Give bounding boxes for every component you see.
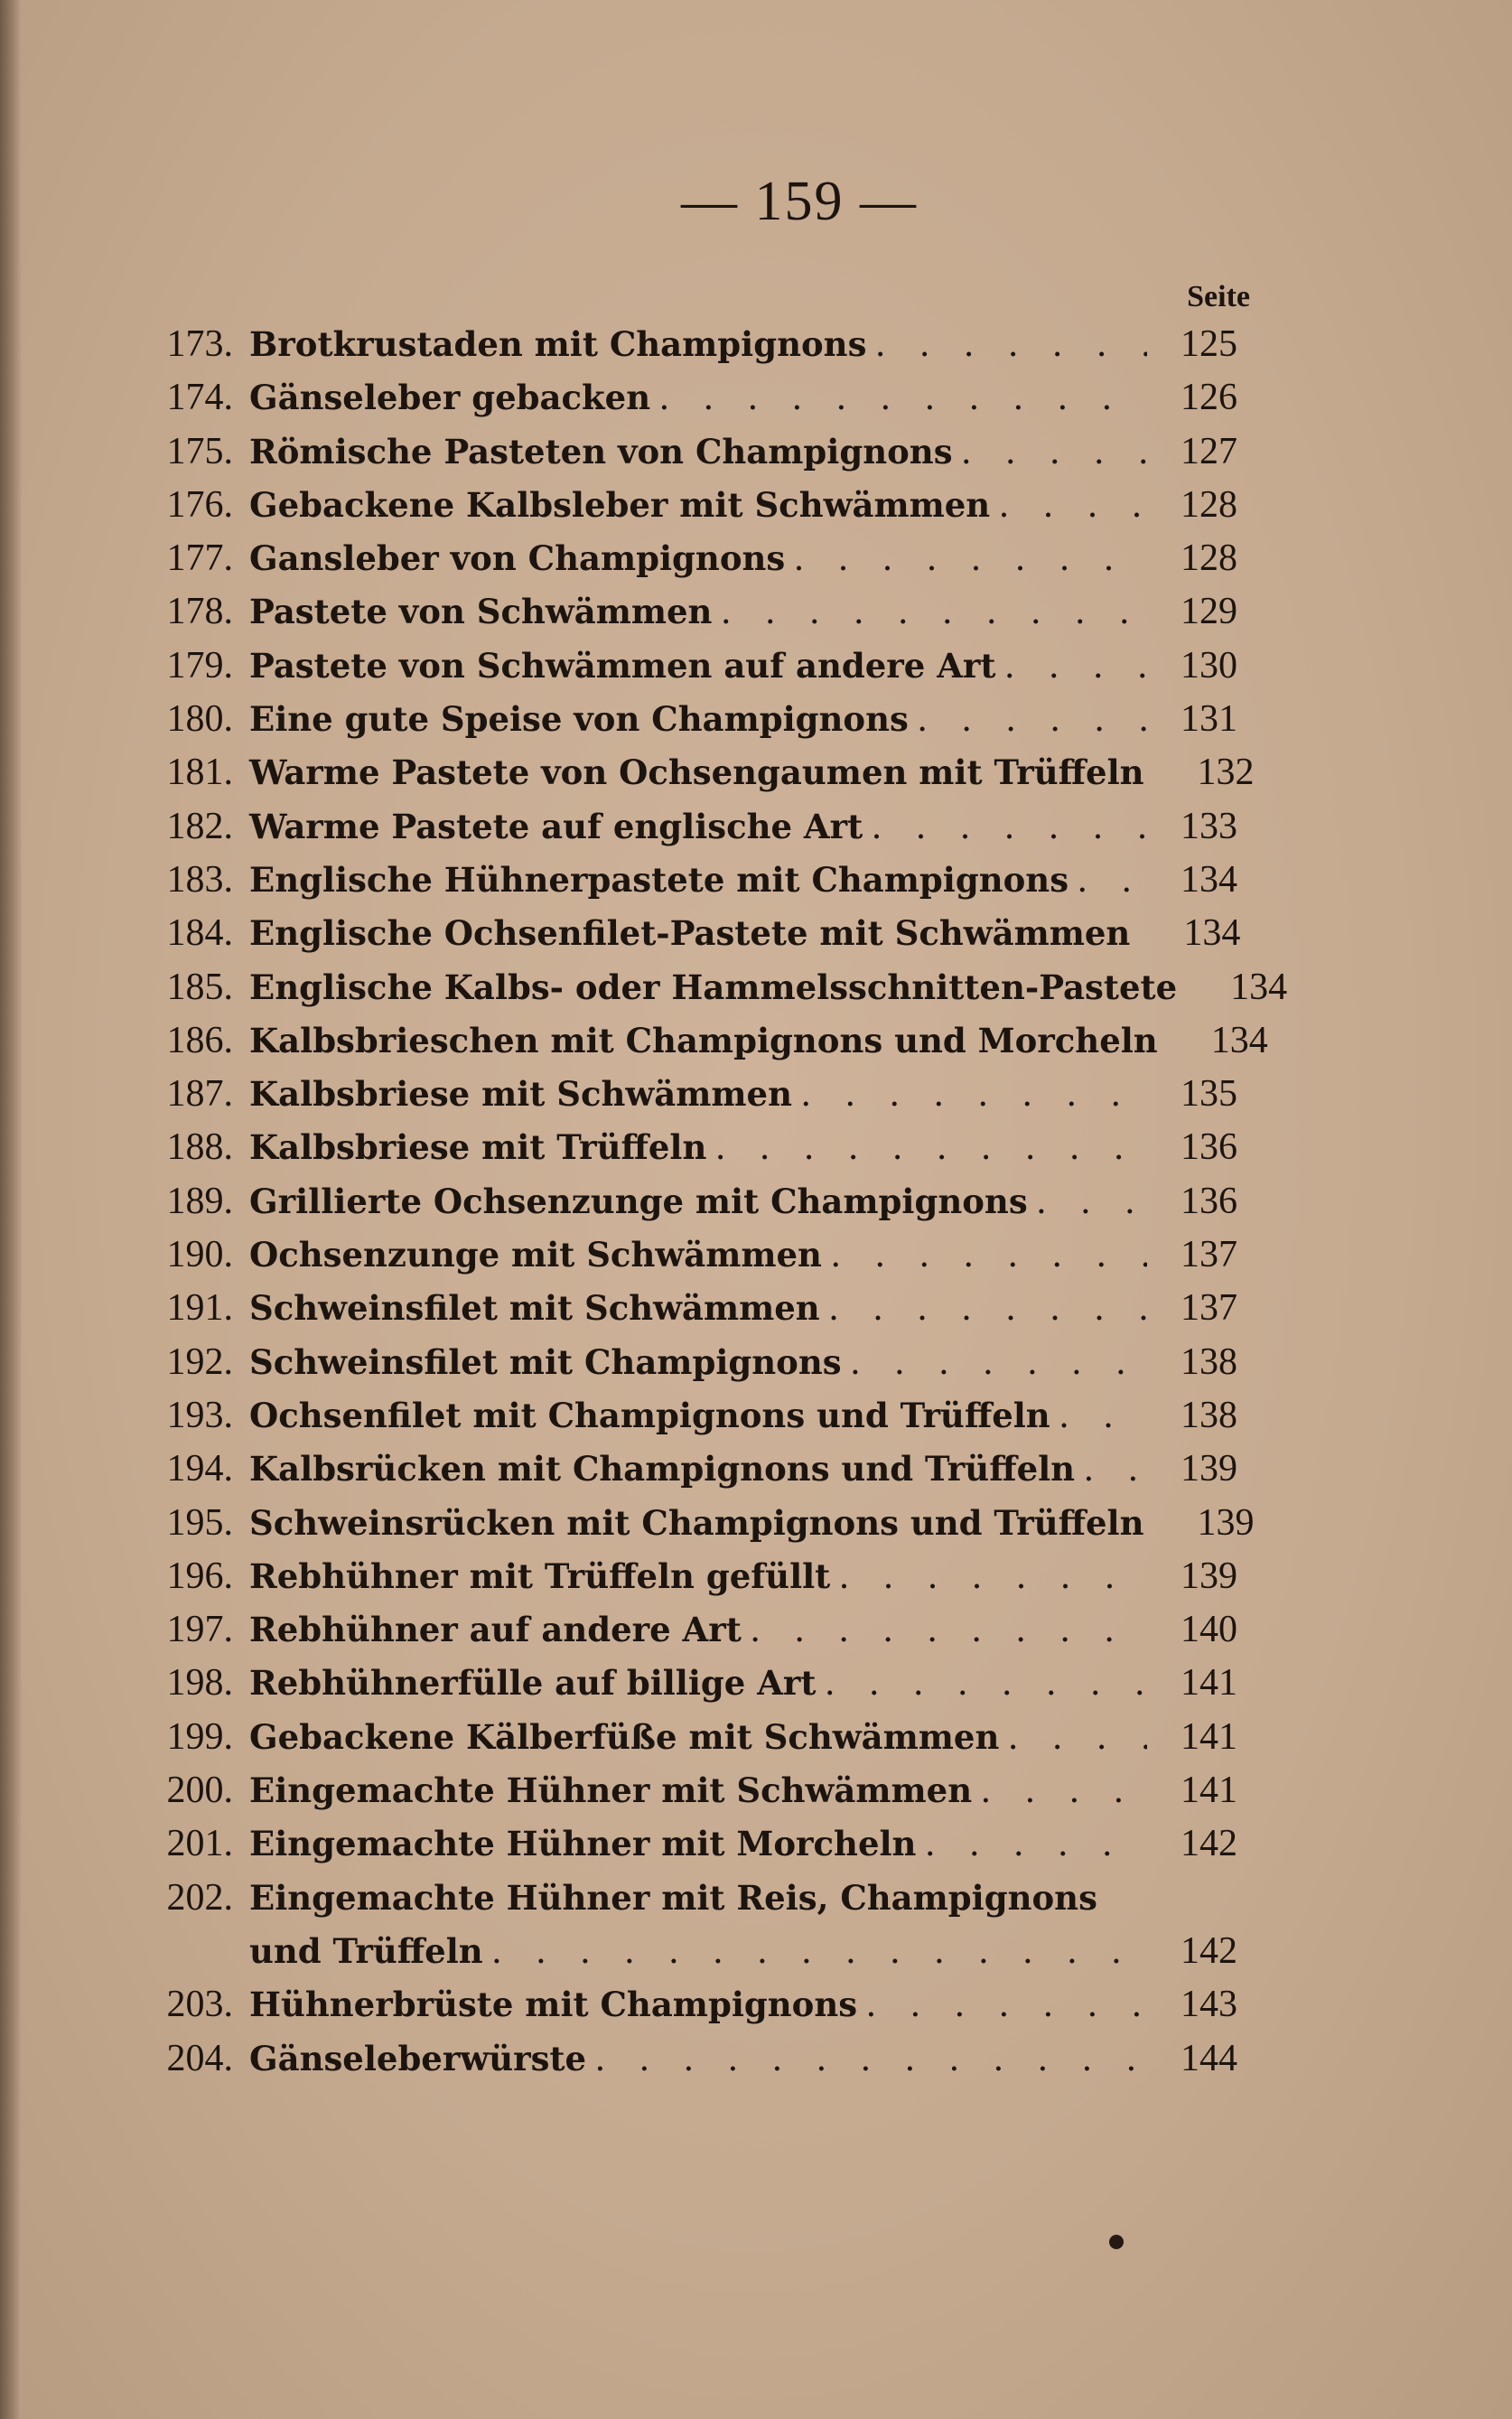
entry-page: 126: [1181, 377, 1237, 419]
entry-number: 187.: [166, 1073, 233, 1116]
table-of-contents: [135, 318, 1288, 2086]
entry-number: 175.: [166, 430, 233, 472]
entry-number: 194.: [166, 1448, 233, 1490]
entry-page: 139: [1181, 1448, 1237, 1490]
toc-entry: [135, 1175, 1237, 1228]
entry-title: Rebhühnerfülle auf billige Art: [249, 1663, 817, 1704]
leader-dots: [659, 371, 1147, 425]
entry-number: 193.: [166, 1394, 233, 1436]
entry-page: 132: [1197, 752, 1255, 794]
toc-entry: [135, 1014, 1268, 1068]
entry-title: Pastete von Schwämmen: [249, 592, 713, 632]
entry-title: Kalbsrücken mit Champignons und Trüffeln: [249, 1449, 1076, 1490]
entry-page: 134: [1181, 858, 1237, 901]
entry-number: 185.: [166, 966, 233, 1008]
entry-number: 186.: [166, 1019, 233, 1061]
entry-title: Brotkrustaden mit Champignons: [249, 324, 867, 364]
toc-entry: [135, 1978, 1237, 2031]
toc-entry: [135, 479, 1237, 532]
entry-number: 199.: [166, 1715, 233, 1758]
entry-page: 142: [1181, 1929, 1237, 1972]
entry-page: 127: [1181, 430, 1237, 472]
entry-page: 138: [1181, 1340, 1237, 1383]
toc-entry: [135, 371, 1237, 425]
entry-number: 195.: [166, 1501, 233, 1544]
entry-title: Gansleber von Champignons: [249, 538, 786, 579]
entry-number: 203.: [166, 1984, 233, 2026]
leader-dots: [851, 1336, 1147, 1389]
entry-number: 200.: [166, 1770, 233, 1812]
entry-number: 178.: [166, 591, 233, 633]
entry-title: Rebhühner mit Trüffeln gefüllt: [249, 1555, 831, 1596]
entry-page: 134: [1230, 966, 1288, 1008]
toc-entry: [135, 907, 1241, 960]
entry-number: 196.: [166, 1555, 233, 1597]
entry-number: 183.: [166, 858, 233, 901]
entry-title: Gebackene Kälberfüße mit Schwämmen: [249, 1716, 1000, 1757]
toc-entry: [135, 1282, 1237, 1335]
entry-page: 141: [1181, 1662, 1237, 1705]
toc-entry: [135, 2032, 1237, 2086]
toc-entry: [135, 1336, 1237, 1389]
entry-title: Kalbsbriese mit Trüffeln: [249, 1127, 707, 1168]
entry-page: 137: [1181, 1287, 1237, 1330]
leader-dots: [751, 1603, 1147, 1657]
entry-page: 135: [1181, 1073, 1237, 1116]
entry-title: Pastete von Schwämmen auf andere Art: [249, 645, 996, 686]
entry-title: Schweinsfilet mit Schwämmen: [249, 1288, 820, 1329]
toc-entry: [135, 1817, 1237, 1871]
leader-dots: [1059, 1389, 1147, 1443]
entry-title: Rebhühner auf andere Art: [249, 1610, 742, 1650]
entry-title: Hühnerbrüste mit Champignons: [249, 1985, 858, 2025]
entry-title: Eingemachte Hühner mit Schwämmen: [249, 1770, 973, 1811]
entry-page: 141: [1181, 1715, 1237, 1758]
entry-title: Eine gute Speise von Champignons: [249, 699, 909, 740]
leader-dots: [875, 318, 1147, 371]
entry-title: Gebackene Kalbsleber mit Schwämmen: [249, 484, 991, 525]
entry-number: 198.: [166, 1662, 233, 1705]
entry-number: 190.: [166, 1234, 233, 1276]
entry-number: 192.: [166, 1340, 233, 1383]
toc-entry: [135, 1872, 1237, 1925]
entry-page: 136: [1181, 1180, 1237, 1222]
toc-entry: [135, 1443, 1237, 1496]
entry-title: Warme Pastete auf englische Art: [249, 806, 863, 846]
entry-page: 133: [1181, 805, 1237, 847]
entry-title: Kalbsbriese mit Schwämmen: [249, 1074, 792, 1115]
toc-entry: [135, 1497, 1255, 1550]
toc-entry: [135, 1068, 1237, 1121]
entry-number: 189.: [166, 1180, 233, 1222]
ink-spot: [1109, 2235, 1124, 2249]
toc-entry: [135, 1603, 1237, 1657]
toc-entry: [135, 1764, 1237, 1817]
entry-page: 134: [1210, 1019, 1268, 1061]
page-number: — 159 —: [681, 171, 918, 232]
entry-number: 176.: [166, 483, 233, 526]
toc-entry: [135, 1228, 1237, 1282]
leader-dots: [925, 1817, 1147, 1871]
entry-number: 173.: [166, 323, 233, 365]
leader-dots: [1084, 1443, 1147, 1496]
leader-dots: [829, 1282, 1147, 1335]
entry-page: 142: [1181, 1823, 1237, 1865]
toc-entry: [135, 1711, 1237, 1764]
entry-title: Ochsenfilet mit Champignons und Trüffeln: [249, 1395, 1050, 1435]
leader-dots: [839, 1550, 1147, 1603]
entry-page: 140: [1181, 1609, 1237, 1651]
entry-page: 134: [1183, 912, 1241, 955]
entry-page: 129: [1181, 591, 1237, 633]
entry-title: Römische Pasteten von Champignons: [249, 431, 953, 472]
toc-entry: [135, 532, 1237, 585]
entry-title: Englische Hühnerpastete mit Champignons: [249, 859, 1069, 900]
entry-page: 128: [1181, 537, 1237, 580]
leader-dots: [1078, 854, 1147, 907]
entry-number: 179.: [166, 644, 233, 686]
entry-page: 144: [1181, 2037, 1237, 2079]
toc-entry: [135, 1657, 1237, 1710]
entry-number: 180.: [166, 698, 233, 741]
leader-dots: [595, 2032, 1147, 2086]
entry-page: 138: [1181, 1394, 1237, 1436]
entry-number: 177.: [166, 537, 233, 580]
entry-number: 182.: [166, 805, 233, 847]
entry-title: Ochsenzunge mit Schwämmen: [249, 1235, 822, 1275]
leader-dots: [1037, 1175, 1147, 1228]
leader-dots: [831, 1228, 1147, 1282]
leader-dots: [721, 585, 1147, 639]
page-column-label: Seite: [1187, 280, 1250, 313]
entry-number: 174.: [166, 377, 233, 419]
leader-dots: [962, 425, 1147, 479]
leader-dots: [918, 693, 1147, 746]
entry-title: Gänseleber gebacken: [249, 378, 651, 418]
leader-dots: [866, 1978, 1147, 2031]
entry-title: Schweinsfilet mit Champignons: [249, 1341, 842, 1382]
leader-dots: [1005, 640, 1147, 693]
leader-dots: [715, 1121, 1147, 1174]
entry-number: 197.: [166, 1609, 233, 1651]
entry-title: Englische Kalbs- oder Hammelsschnitten-Pastete: [249, 967, 1178, 1007]
entry-title: Warme Pastete von Ochsengaumen mit Trüffeln: [249, 752, 1144, 793]
entry-page: 141: [1181, 1770, 1237, 1812]
entry-number: 184.: [166, 912, 233, 955]
entry-title: Gänseleberwürste: [249, 2038, 587, 2078]
toc-entry: [135, 1121, 1237, 1174]
entry-page: 143: [1181, 1984, 1237, 2026]
entry-number: 181.: [166, 752, 233, 794]
entry-number: 191.: [166, 1287, 233, 1330]
entry-page: 139: [1181, 1555, 1237, 1597]
toc-entry: [135, 746, 1255, 799]
entry-title: Grillierte Ochsenzunge mit Champignons: [249, 1181, 1028, 1221]
entry-title: Eingemachte Hühner mit Reis, Champignons: [249, 1877, 1097, 1918]
entry-number: 204.: [166, 2037, 233, 2079]
entry-number: 202.: [166, 1876, 233, 1919]
entry-title: Eingemachte Hühner mit Morcheln: [249, 1824, 917, 1864]
leader-dots: [801, 1068, 1147, 1121]
entry-page: 125: [1181, 323, 1237, 365]
toc-entry: [135, 1925, 1237, 1978]
entry-page: 139: [1197, 1501, 1255, 1544]
entry-page: 128: [1181, 483, 1237, 526]
leader-dots: [872, 800, 1147, 854]
entry-title: und Trüffeln: [249, 1930, 483, 1971]
toc-entry: [135, 425, 1237, 479]
toc-entry: [135, 585, 1237, 639]
page-spine-shadow: [0, 0, 22, 2419]
entry-title: Kalbsbrieschen mit Champignons und Morcheln: [249, 1020, 1158, 1060]
leader-dots: [999, 479, 1147, 532]
toc-entry: [135, 1550, 1237, 1603]
leader-dots: [826, 1657, 1147, 1710]
leader-dots: [794, 532, 1147, 585]
leader-dots: [981, 1764, 1147, 1817]
entry-title: Schweinsrücken mit Champignons und Trüffeln: [249, 1502, 1144, 1543]
leader-dots: [492, 1925, 1147, 1978]
entry-page: 137: [1181, 1234, 1237, 1276]
entry-page: 131: [1181, 698, 1237, 741]
toc-entry: [135, 318, 1237, 371]
toc-entry: [135, 1389, 1237, 1443]
toc-entry: [135, 854, 1237, 907]
leader-dots: [1008, 1711, 1147, 1764]
toc-entry: [135, 800, 1237, 854]
toc-entry: [135, 693, 1237, 746]
entry-number: 201.: [166, 1823, 233, 1865]
entry-page: 136: [1181, 1126, 1237, 1169]
entry-page: 130: [1181, 644, 1237, 686]
entry-title: Englische Ochsenfilet-Pastete mit Schwämmen: [249, 913, 1131, 954]
toc-entry: [135, 961, 1288, 1014]
toc-entry: [135, 640, 1237, 693]
entry-number: 188.: [166, 1126, 233, 1169]
